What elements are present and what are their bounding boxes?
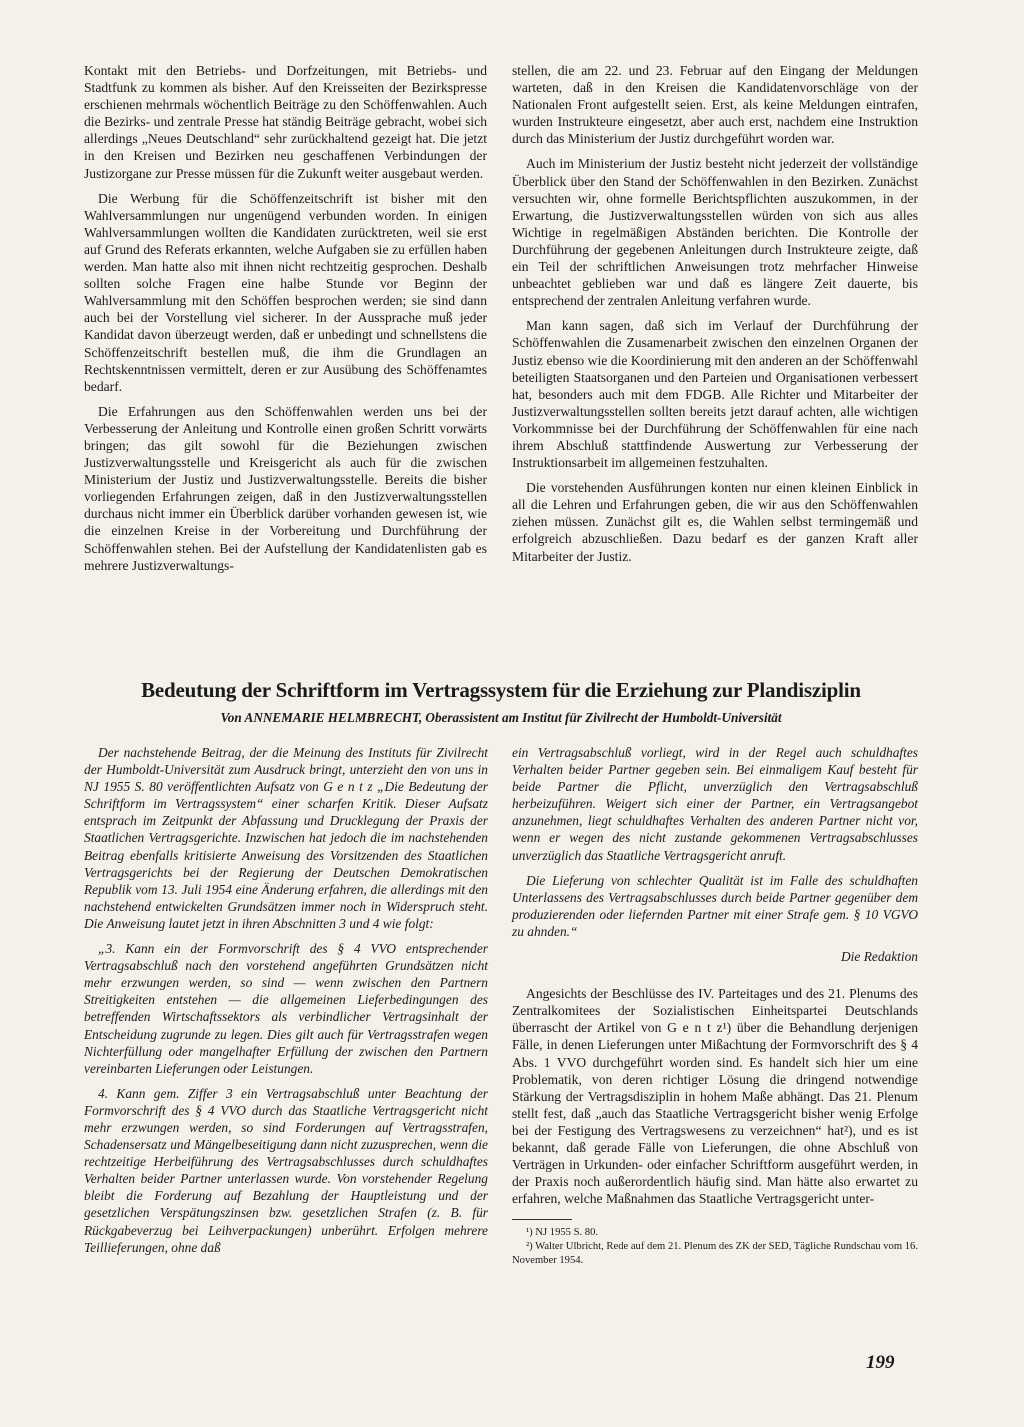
paragraph: Kontakt mit den Betriebs- und Dorfzeitungen, mit Betriebs- und Stadtfunk zu kommen als bisher. Auf den Kreisseiten der Bezirkspresse erschienen mehrmals wöchentlich Beiträge zu den Schöffenwahlen. Auch die Bezirks- und zentrale Presse hat ständig Beiträge gebracht, wobei sich allerdings „Neues Deutschland“ sehr zurückhaltend gezeigt hat. Die jetzt in den Kreisen und Bezirken neu geschaffenen Verbindungen der Justizorgane zur Presse müssen für die Zukunft weiter ausgebaut werden. (84, 63, 487, 181)
footnote-divider (512, 1219, 572, 1220)
top-left-column (84, 62, 487, 582)
footnote: ¹) NJ 1955 S. 80. (526, 1227, 599, 1239)
article-title: Bedeutung der Schriftform im Vertragssystem für die Erziehung zur Plandisziplin (141, 678, 861, 702)
quote-paragraph: 4. Kann gem. Ziffer 3 ein Vertragsabschluß unter Beachtung der Formvorschrift des § 4 VVO durch das Staatliche Vertragsgericht nicht mehr erzwungen werden, so sind Forderungen auf Vertragsstrafen, Schadensersatz und Mängelbeseitigung dann nicht zuzusprechen, wenn die rechtzeitige Herbeiführung des Vertragsabschlusses durch schuldhaftes Verhalten beider Partner unterlassen wurde. Von vorstehender Regelung bleibt die Forderung auf Bezahlung der Hauptleistung und der gesetzlichen Verspätungszinsen bzw. gesetzlichen Strafen (z. B. für Rückgabeverzug bei Leihverpackungen) unberührt. Erfolgen mehrere Teillieferungen, ohne daß (84, 1085, 488, 1255)
paragraph: Die vorstehenden Ausführungen konten nur einen kleinen Einblick in all die Lehren und Erfahrungen geben, die wir aus den Schöffenwahlen ziehen müssen. Zunächst gilt es, die Wahlen selbst termingemäß und erfolgreich abzuschließen. Dazu bedarf es der ganzen Kraft aller Mitarbeiter der Justiz. (512, 480, 918, 564)
editorial-paragraph: Der nachstehende Beitrag, der die Meinung des Instituts für Zivilrecht der Humboldt-Universität zum Ausdruck bringt, unterzieht den von uns in NJ 1955 S. 80 veröffentlichten Aufsatz von G e n t z „Die Bedeutung der Schriftform im Vertragssystem“ einer scharfen Kritik. Dieser Aufsatz entsprach im Zeitpunkt der Abfassung und Drucklegung der Praxis der Staatlichen Vertragsgerichte. Inzwischen hat jedoch die im nachstehenden Beitrag ebenfalls kritisierte Anweisung des Vorsitzenden des Staatlichen Vertragsgerichts bei der Regierung der Deutschen Demokratischen Republik vom 13. Juli 1954 eine Änderung erfahren, die allerdings mit den nachstehend entwickelten Grundsätzen immer noch in Widerspruch steht. Die Anweisung lautet jetzt in ihren Abschnitten 3 und 4 wie folgt: (84, 745, 488, 931)
paragraph: Die Werbung für die Schöffenzeitschrift ist bisher mit den Wahlversammlungen nur ungenügend verbunden worden. In einigen Wahlversammlungen wollten die Kandidaten zurücktreten, weil sie erst auf Grund des Referats erkannten, welche Aufgaben sie zu erfüllen haben werden. Man hatte also mit ihnen nicht rechtzeitig gesprochen. Deshalb sollten solche Fragen eine halbe Stunde vor Beginn der Wahlversammlung mit den Schöffen besprochen werden; sie sind dann auch bei der Vorstellung viel sicherer. In der Aussprache muß jeder Kandidat davon überzeugt werden, daß er unbedingt und schnellstens die Schöffenzeitschrift bestellen muß, die ihm die Grundlagen an Rechtskenntnissen vermittelt, deren er zur Ausübung des Schöffenamtes bedarf. (84, 190, 487, 394)
quote-paragraph: ein Vertragsabschluß vorliegt, wird in der Regel auch schuldhaftes Verhalten beider Partner gegeben sein. Bei einmaligem Kauf besteht für beide Partner die Pflicht, unverzüglich den Vertragsabschluß herbeizuführen. Weigert sich einer der Partner, ein Vertragsangebot anzunehmen, liegt schuldhaftes Verhalten des anderen Partner nicht vor, wenn er wegen des nicht zustande gekommenen Vertragsabschlusses unverzüglich das Staatliche Vertragsgericht anruft. (512, 745, 918, 863)
page-number: 199 (866, 1352, 895, 1373)
quoted-directive (84, 940, 488, 1256)
top-right-column (512, 62, 918, 573)
editorial-signature: Die Redaktion (841, 949, 918, 965)
quote-paragraph: Die Lieferung von schlechter Qualität ist im Falle des schuldhaften Unterlassens des Vertragsabschlusses durch beide Partner gegenüber dem produzierenden oder liefernden Partner mit einer Strafe gem. § 10 VGVO zu ahnden.“ (512, 872, 918, 939)
paragraph: Die Erfahrungen aus den Schöffenwahlen werden uns bei der Verbesserung der Anleitung und Kontrolle einen großen Schritt vorwärts bringen; das gilt sowohl für die Beziehungen zwischen Justizverwaltungsstelle und Kreisgericht als auch für die zwischen Ministerium der Justiz und Justizverwaltungsstelle. Bereits die bisher vorliegenden Erfahrungen zeigen, daß in den Justizverwaltungsstellen durchaus nicht immer ein Überblick darüber vorhanden gewesen ist, wie die einzelnen Kreise in der Vorbereitung und Durchführung der Schöffenwahlen stehen. Bei der Aufstellung der Kandidatenlisten gab es mehrere Justizverwaltungs- (84, 403, 487, 573)
paragraph: Auch im Ministerium der Justiz besteht nicht jederzeit der vollständige Überblick über den Stand der Schöffenwahlen in den Bezirken. Zunächst versuchten wir, ohne formelle Berichtspflichten auszukommen, in der Erwartung, die Justizverwaltungsstellen würden von sich aus alles Wichtige in regelmäßigen Abständen berichten. Die Kontrolle der Durchführung der gegebenen Anleitungen durch Instrukteure zeigte, daß ein Teil der schriftlichen Anweisungen trotz mehrfacher Hinweise unbeachtet geblieben war und daß es längere Zeit dauerte, bis entsprechend der zentralen Anleitung verfahren wurde. (512, 156, 918, 309)
quote-paragraph: „3. Kann ein der Formvorschrift des § 4 VVO entsprechender Vertragsabschluß nach den vorstehend angeführten Grundsätzen nicht mehr erzwungen werden, so sind — wenn zwischen den Partnern Streitigkeiten entstehen — die allgemeinen Lieferbedingungen des betreffenden Wirtschaftssektors als verbindlicher Vertragsinhalt der Entscheidung zugrunde zu legen. Dies gilt auch für Vertragsstrafen wegen Nichterfüllung oder mangelhafter Erfüllung der zwischen den Partnern vereinbarten Lieferungen oder Leistungen. (84, 941, 488, 1076)
article-body (512, 985, 918, 1268)
paragraph: stellen, die am 22. und 23. Februar auf den Eingang der Meldungen warteten, daß in den Kreisen die Kandidatenvorschläge von der Nationalen Front aufgestellt seien. Erst, als keine Meldungen eintrafen, wurden Instrukteure eingesetzt, aber auch erst, nachdem eine Instruktion durch das Ministerium der Justiz durchgeführt worden war. (512, 63, 918, 147)
editorial-note-left (84, 744, 488, 1264)
article-byline: Von ANNEMARIE HELMBRECHT, Oberassistent am Institut für Zivilrecht der Humboldt-Universität (220, 710, 782, 725)
lower-right-column (512, 744, 918, 1268)
paragraph: Angesichts der Beschlüsse des IV. Parteitages und des 21. Plenums des Zentralkomitees der Sozialistischen Einheitspartei Deutschlands überrascht der Artikel von G e n t z¹) über die Behandlung derjenigen Fälle, in denen Lieferungen unter Mißachtung der Formvorschrift des § 4 Abs. 1 VVO durchgeführt worden sind. Es handelt sich hier um eine Problematik, von deren richtiger Lösung die dringend notwendige Stärkung der Vertragsdisziplin in hohem Maße abhängt. Das 21. Plenum stellt fest, daß „auch das Staatliche Vertragsgericht bisher wenig Erfolge bei der Festigung des Vertragswesens zu verzeichnen“ hat²), und es ist bekannt, daß gerade Fälle von Lieferungen, die ohne Abschluß von Verträgen in Urkunden- oder einfacher Schriftform ausgeführt werden, in der Praxis noch außerordentlich häufig sind. Man hätte also erwartet zu erfahren, welche Maßnahmen das Staatliche Vertragsgericht unter- (512, 986, 918, 1207)
footnote: ²) Walter Ulbricht, Rede auf dem 21. Plenum des ZK der SED, Tägliche Rundschau vom 16. November 1954. (512, 1241, 918, 1267)
paragraph: Man kann sagen, daß sich im Verlauf der Durchführung der Schöffenwahlen die Zusamenarbeit zwischen den einzelnen Organen der Justiz ebenso wie die Koordinierung mit den anderen an der Schöffenwahl beteiligten Staatsorganen und den Parteien und Organisationen verbessert hat, besonders auch mit dem FDGB. Alle Richter und Mitarbeiter der Justizverwaltungsstellen sollten bereits jetzt darauf achten, alle wichtigen Vorkommnisse bei der Durchführung der Schöffenwahlen für eine nach ihrem Abschluß stattfindende Auswertung zur Verbesserung der Instruktionsarbeit im allgemeinen festzuhalten. (512, 318, 918, 471)
